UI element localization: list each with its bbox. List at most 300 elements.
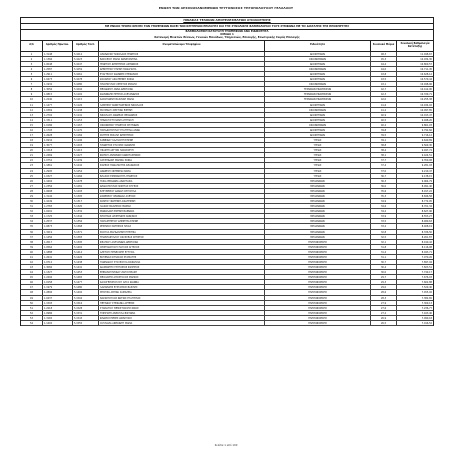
cell-name: ΜΑΝΩΛΑΚΗ ΕΙΡΗΝΗ ΒΑΡΒΑΡΑ	[99, 209, 265, 213]
cell-score: 8.261,87	[421, 235, 432, 239]
cell-specialty: ΥΓΕΙΑΣ	[265, 169, 371, 173]
cell-id: 5.1153	[73, 118, 99, 122]
cell-name: ΛΑΖΑΡΙΔΗΣ ΕΥΣΤΑΘΙΟΣ ΒΑΣΙΛΗΣ	[99, 285, 265, 289]
cell-id: 5.1126	[73, 103, 99, 107]
cell-score: 7.676,03	[421, 276, 432, 280]
cell-specialty: ΥΓΕΙΑΣ	[265, 153, 371, 157]
cell-name: ΜΑΥΡΙΔΟΥ ΧΡΙΣΤΙΝΑ ΕΙΡΗΝΗ	[99, 108, 265, 112]
cell-aa: 25	[21, 174, 43, 178]
cell-score: 7.602,88	[421, 281, 432, 285]
cell-aa: 48	[21, 290, 43, 294]
cell-aa: 20	[21, 148, 43, 152]
cell-protocol: 1.0186	[43, 123, 73, 127]
cell-points: 48,3	[371, 52, 397, 56]
cell-specialty: ΟΙΚΟΝΟΜΙΚΩΝ	[265, 108, 371, 112]
cell-specialty: ΠΛΗΡΟΦΟΡΙΚΗΣ	[265, 306, 371, 310]
cell-points: 43,1	[371, 82, 397, 86]
cell-specialty: ΜΗΧΑΝΙΚΩΝ	[265, 219, 371, 223]
cell-aa: 43	[21, 265, 43, 269]
cell-name: ΔΡΑΚΟΠΟΥΛΟΣ ΝΙΚΗΤΑΣ ΣΠΥΡΟΣ	[99, 184, 265, 188]
cell-points: 26,5	[371, 321, 397, 325]
cell-score: 8.627,96	[421, 210, 432, 214]
cell-aa: 42	[21, 260, 43, 264]
cell-specialty: ΜΗΧΑΝΙΚΩΝ	[265, 189, 371, 193]
cell-specialty: ΜΗΧΑΝΙΚΩΝ	[265, 179, 371, 183]
cell-aa: 54	[21, 321, 43, 325]
cell-protocol: 1.1593	[43, 301, 73, 305]
cell-name: ΞΕΝΑΚΗ ΣΤΥΛΙΑΝΗ ΑΓΓΕΛΙΚΗ	[99, 118, 265, 122]
page-footer: Σελίδα 1 από 100	[214, 444, 238, 447]
cell-specialty: ΜΗΧΑΝΙΚΩΝ	[265, 209, 371, 213]
cell-id: 5.1504	[73, 296, 99, 300]
cell-aa: 2	[21, 57, 43, 61]
cell-points: 27,6	[371, 306, 397, 310]
cell-id: 5.1344	[73, 214, 99, 218]
cell-score: 9.948,20	[421, 118, 432, 122]
cell-protocol: 1.2017	[43, 240, 73, 244]
cell-name: ΘΕΟΔΩΡΟΥ ΑΝΝΑ ΔΕΣΠΟΙΝΑ	[99, 87, 265, 91]
cell-specialty: ΥΓΕΙΑΣ	[265, 163, 371, 167]
cell-name: ΝΙΚΟΛΑΟΥ ΑΝΔΡΕΑΣ ΘΕΟΔΩΡΟΣ	[99, 113, 265, 117]
cell-id: 5.1465	[73, 275, 99, 279]
cell-points: 40,5	[371, 118, 397, 122]
cell-name: ΣΚΟΥΛΑ ΜΑΓΔΑΛΗΝΗ ΕΥΘΥΜΙΑ	[99, 230, 265, 234]
cell-aa: 49	[21, 296, 43, 300]
cell-points: 43,5	[371, 77, 397, 81]
cell-score: 10.570,44	[420, 78, 432, 82]
cell-protocol: 1.2240	[43, 97, 73, 101]
cell-points: 28,3	[371, 296, 397, 300]
cell-name: ΕΥΑΓΓΕΛΟΥ ΙΩΑΝΝΗΣ ΣΤΕΦΑΝΟΣ	[99, 72, 265, 76]
cell-points: 36,0	[371, 184, 397, 188]
cell-score: 10.412,90	[420, 88, 432, 92]
cell-points: 35,6	[371, 189, 397, 193]
cell-protocol: 1.0369	[43, 108, 73, 112]
cell-aa: 17	[21, 133, 43, 137]
cell-aa: 24	[21, 169, 43, 173]
cell-protocol: 1.2494	[43, 275, 73, 279]
cell-name: ΥΦΑΝΤΗ ΑΡΓΥΡΩ ΠΑΡΑΣΚΕΥΗ	[99, 148, 265, 152]
cell-aa: 28	[21, 189, 43, 193]
cell-protocol: 1.0564	[43, 245, 73, 249]
cell-id: 5.1278	[73, 179, 99, 183]
cell-points: 29,7	[371, 275, 397, 279]
cell-specialty: ΤΕΧΝΙΚΩΝ ΕΦΑΡΜΟΓΩΝ	[265, 87, 371, 91]
table-group-info	[21, 30, 433, 41]
cell-points: 28,6	[371, 290, 397, 294]
cell-points: 43,8	[371, 72, 397, 76]
cell-aa: 33	[21, 214, 43, 218]
cell-id: 5.1184	[73, 133, 99, 137]
cell-name: ΓΙΑΝΝΑΚΟΥ ΣΤΑΥΡΟΥΛΑ ΡΑΦΑΗΛΙΑ	[99, 260, 265, 264]
group-label: ΟΜΑΔΑ 1	[220, 32, 234, 36]
cell-id: 5.1293	[73, 189, 99, 193]
cell-specialty: ΠΛΗΡΟΦΟΡΙΚΗΣ	[265, 240, 371, 244]
cell-id: 5.1441	[73, 265, 99, 269]
cell-name: ΚΑΛΟΓΕΡΟΠΟΥΛΟΥ ΟΛΓΑ ΙΩΑΝΝΑ	[99, 280, 265, 284]
cell-score: 9.350,08	[421, 159, 432, 163]
cell-protocol: 1.1327	[43, 270, 73, 274]
cell-points: 37,4	[371, 163, 397, 167]
cell-name: ΦΡΑΓΚΟΥ ΑΛΕΞΑΝΔΡΑ ΔΕΣΠΟΙΝΑ	[99, 240, 265, 244]
cell-protocol: 1.1888	[43, 250, 73, 254]
cell-name: ΛΙΑΚΟΣ ΒΑΣΙΛΕΙΟΣ ΘΩΜΑΣ	[99, 204, 265, 208]
cell-name: ΡΑΠΤΗΣ ΜΙΧΑΗΛ ΔΗΜΗΤΡΙΟΣ	[99, 133, 265, 137]
cell-id: 5.1094	[73, 87, 99, 91]
cell-protocol: 1.2628	[43, 133, 73, 137]
cell-protocol: 1.1932	[43, 82, 73, 86]
cell-protocol: 1.2806	[43, 290, 73, 294]
cell-specialty: ΠΛΗΡΟΦΟΡΙΚΗΣ	[265, 270, 371, 274]
cell-name: ΝΑΣΙΟΠΟΥΛΟΣ ΦΩΤΙΟΣ ΕΥΑΓΓΕΛΟΣ	[99, 296, 265, 300]
cell-points: 36,7	[371, 174, 397, 178]
cell-name: ΠΑΠΑΣΤΕΡΓΙΟΥ ΔΗΜΗΤΡΑ ΕΛΕΝΗ	[99, 219, 265, 223]
cell-protocol: 1.2537	[43, 219, 73, 223]
cell-name: ΟΙΚΟΝΟΜΟΥ ΓΕΩΡΓΙΟΣ ΣΠΥΡΙΔΩΝ	[99, 123, 265, 127]
cell-aa: 7	[21, 82, 43, 86]
cell-name: ΘΕΟΧΑΡΗΣ ΑΠΟΣΤΟΛΟΣ ΜΑΡΚΟΣ	[99, 275, 265, 279]
cell-points: 39,5	[371, 133, 397, 137]
cell-specialty: ΔΙΟΙΚΗΤΙΚΩΝ	[265, 72, 371, 76]
cell-protocol: 1.0934	[43, 138, 73, 142]
cell-points: 41,2	[371, 108, 397, 112]
cell-name: ΛΑΜΠΡΟΥ ΚΩΝΣΤΑΝΤΙΝΟΣ ΝΙΚΟΛΑΟΣ	[99, 103, 265, 107]
cell-score: 8.336,50	[421, 230, 432, 234]
cell-score: 9.792,66	[421, 128, 432, 132]
cell-id: 5.1414	[73, 250, 99, 254]
cell-aa: 29	[21, 194, 43, 198]
cell-score: 9.861,03	[421, 123, 432, 127]
cell-specialty: ΜΗΧΑΝΙΚΩΝ	[265, 214, 371, 218]
cell-specialty: ΥΓΕΙΑΣ	[265, 174, 371, 178]
cell-id: 5.1242	[73, 163, 99, 167]
cell-points: 30,7	[371, 260, 397, 264]
cell-points: 42,0	[371, 97, 397, 101]
cell-score: 9.281,93	[421, 164, 432, 168]
cell-score: 9.424,51	[421, 154, 432, 158]
cell-specialty: ΠΛΗΡΟΦΟΡΙΚΗΣ	[265, 285, 371, 289]
cell-points: 29,3	[371, 280, 397, 284]
cell-aa: 35	[21, 224, 43, 228]
cell-score: 10.339,71	[420, 93, 432, 97]
cell-protocol: 1.0873	[43, 224, 73, 228]
cell-score: 8.043,71	[421, 250, 432, 254]
cell-protocol: 1.1402	[43, 321, 73, 325]
cell-protocol: 1.2356	[43, 184, 73, 188]
cell-id: 5.1281	[73, 184, 99, 188]
cell-aa: 12	[21, 108, 43, 112]
cell-id: 5.1061	[73, 72, 99, 76]
cell-id: 5.1078	[73, 77, 99, 81]
cell-name: ΚΟΝΤΟΥ ΦΩΤΕΙΝΗ ΑΙΚΑΤΕΡΙΝΗ	[99, 199, 265, 203]
cell-protocol: 1.1477	[43, 103, 73, 107]
cell-id: 5.1395	[73, 240, 99, 244]
cell-score: 10.711,45	[420, 68, 432, 71]
cell-name: ΦΩΤΙΟΥ ΑΝΤΩΝΙΟΣ ΚΩΝΣΤΑΝΤΙΝΟΣ	[99, 153, 265, 157]
cell-name: ΒΛΑΧΟΣ ΕΜΜΑΝΟΥΗΛ ΓΕΩΡΓΙΟΣ	[99, 174, 265, 178]
cell-id: 5.1266	[73, 174, 99, 178]
cell-specialty: ΜΗΧΑΝΙΚΩΝ	[265, 230, 371, 234]
cell-points: 42,7	[371, 87, 397, 91]
cell-specialty: ΠΛΗΡΟΦΟΡΙΚΗΣ	[265, 301, 371, 305]
cell-id: 5.1320	[73, 204, 99, 208]
cell-aa: 40	[21, 250, 43, 254]
cell-protocol: 1.0158	[43, 280, 73, 284]
cell-specialty: ΠΛΗΡΟΦΟΡΙΚΗΣ	[265, 316, 371, 320]
cell-points: 35,3	[371, 194, 397, 198]
column-header-protocol: Αριθμός Πρωτοκ.	[43, 41, 73, 51]
cell-score: 8.772,05	[421, 200, 432, 204]
table-title: ΠΙΝΑΚΑΣ ΤΕΛΙΚΩΝ ΑΠΟΤΕΛΕΣΜΑΤΩΝ ΑΞΙΟΛΟΓΗΣΗΣ	[21, 18, 433, 24]
cell-score: 7.823,51	[421, 266, 432, 270]
cell-specialty: ΜΗΧΑΝΙΚΩΝ	[265, 235, 371, 239]
cell-name: ΓΚΙΚΑ ΘΕΟΔΩΡΑ ΑΝΑΣΤΑΣΙΑ	[99, 179, 265, 183]
cell-score: 7.016,52	[421, 321, 432, 325]
cell-protocol: 1.1725	[43, 214, 73, 218]
cell-protocol: 1.1861	[43, 163, 73, 167]
cell-name: ΒΑΣΙΛΕΙΟΥ ΜΑΡΙΑ ΚΩΝΣΤΑΝΤΙΝΑ	[99, 57, 265, 61]
cell-protocol: 1.1366	[43, 57, 73, 61]
cell-specialty: ΟΙΚΟΝΟΜΙΚΩΝ	[265, 82, 371, 86]
cell-points: 41,6	[371, 103, 397, 107]
cell-id: 5.1453	[73, 270, 99, 274]
cell-protocol: 1.0986	[43, 311, 73, 315]
cell-points: 32,1	[371, 240, 397, 244]
column-header-points: Συνολικά Μόρια	[371, 41, 397, 51]
cell-id: 5.1023	[73, 57, 99, 61]
cell-aa: 1	[21, 52, 43, 56]
cell-aa: 9	[21, 92, 43, 96]
cell-protocol: 1.2218	[43, 306, 73, 310]
cell-name: ΔΙΑΜΑΝΤΗΣ ΓΡΗΓΟΡΙΟΣ ΦΙΛΙΠΠΟΣ	[99, 265, 265, 269]
cell-id: 5.1254	[73, 169, 99, 173]
cell-id: 5.1477	[73, 280, 99, 284]
cell-id: 5.1492	[73, 290, 99, 294]
cell-id: 5.1203	[73, 143, 99, 147]
cell-specialty: ΔΙΟΙΚΗΤΙΚΩΝ	[265, 128, 371, 132]
ranking-caption: ΒΑΘΜΟΛΟΓΙΚΗ ΚΑΤΑΤΑΞΗ ΥΠΟΨΗΦΙΩΝ ΑΝΑ ΕΙΔΙΚΟΤΗΤΑ	[185, 29, 269, 33]
cell-aa: 5	[21, 72, 43, 76]
cell-score: 9.497,74	[421, 149, 432, 153]
cell-points: 31,4	[371, 250, 397, 254]
cell-aa: 15	[21, 123, 43, 127]
cell-id: 5.1227	[73, 153, 99, 157]
cell-id: 5.1368	[73, 224, 99, 228]
cell-specialty: ΟΙΚΟΝΟΜΙΚΩΝ	[265, 67, 371, 71]
cell-name: ΧΟΥΛΙΑΡΑ ΑΦΡΟΔΙΤΗ ΜΑΡΙΑ	[99, 321, 265, 325]
table-body	[21, 52, 433, 326]
cell-points: 33,9	[371, 214, 397, 218]
cell-name: ΣΑΒΒΙΔΟΥ ΚΑΛΛΙΟΠΗ ΕΛΕΝΗ	[99, 138, 265, 142]
cell-specialty: ΠΛΗΡΟΦΟΡΙΚΗΣ	[265, 245, 371, 249]
cell-id: 5.1012	[73, 52, 99, 56]
cell-protocol: 1.1979	[43, 285, 73, 289]
cell-name: ΑΛΕΞΙΟΥ ΠΗΝΕΛΟΠΗ ΕΥΤΥΧΙΑ	[99, 250, 265, 254]
cell-score: 8.116,08	[421, 245, 432, 249]
cell-specialty: ΠΛΗΡΟΦΟΡΙΚΗΣ	[265, 311, 371, 315]
cell-aa: 36	[21, 230, 43, 234]
cell-specialty: ΠΛΗΡΟΦΟΡΙΚΗΣ	[265, 296, 371, 300]
cell-aa: 11	[21, 103, 43, 107]
cell-id: 5.1555	[73, 321, 99, 325]
cell-id: 5.1239	[73, 158, 99, 162]
cell-score: 8.917,22	[421, 189, 432, 193]
cell-id: 5.1531	[73, 311, 99, 315]
cell-score: 8.553,27	[421, 215, 432, 219]
cell-id: 5.1480	[73, 285, 99, 289]
cell-score: 9.569,30	[421, 144, 432, 148]
cell-protocol: 1.3142	[43, 194, 73, 198]
cell-protocol: 1.1049	[43, 199, 73, 203]
cell-aa: 26	[21, 179, 43, 183]
cell-points: 38,4	[371, 148, 397, 152]
cell-specialty: ΔΙΟΙΚΗΤΙΚΩΝ	[265, 62, 371, 66]
cell-score: 10.934,30	[420, 57, 432, 61]
cell-id: 5.1317	[73, 199, 99, 203]
cell-score: 7.236,77	[421, 306, 432, 310]
cell-points: 44,4	[371, 62, 397, 66]
cell-protocol: 1.0712	[43, 260, 73, 264]
cell-points: 40,2	[371, 123, 397, 127]
cell-id: 5.1059	[73, 67, 99, 71]
cell-protocol: 1.1456	[43, 235, 73, 239]
cell-aa: 46	[21, 280, 43, 284]
cell-name: ΒΟΥΡΝΑΣ ΚΥΡΙΑΚΟΣ ΣΤΑΜΑΤΗΣ	[99, 255, 265, 259]
cell-id: 5.1402	[73, 245, 99, 249]
cell-score: 7.163,40	[421, 311, 432, 315]
cell-name: ΣΤΑΜΑΤΙΟΥ ΘΕΜΙΣΤΟΚΛΗΣ ΝΙΚΟΣ	[99, 306, 265, 310]
cell-name: ΧΑΤΖΗΔΑΚΗ ΜΑΡΙΝΑ ΣΟΦΙΑ	[99, 158, 265, 162]
group-description: Κατανομή Μεικτών Θέσεων, Γενικών Μονάδων, Υπηρεσιών, Επιλογής, Εσωτερικής Σειράς Επιλογής	[154, 36, 300, 40]
cell-points: 37,0	[371, 169, 397, 173]
cell-aa: 38	[21, 240, 43, 244]
column-header-aa: Α/Α	[21, 41, 43, 51]
cell-protocol: 1.0473	[43, 77, 73, 81]
cell-score: 7.897,94	[421, 260, 432, 264]
cell-name: ΜΠΟΥΡΑ ΑΘΗΝΑ ΧΑΡΙΚΛΕΙΑ	[99, 290, 265, 294]
cell-score: 7.090,18	[421, 316, 432, 320]
cell-aa: 22	[21, 158, 43, 162]
cell-points: 32,8	[371, 230, 397, 234]
cell-protocol: 1.3077	[43, 143, 73, 147]
cell-protocol: 1.0437	[43, 296, 73, 300]
cell-protocol: 1.0291	[43, 209, 73, 213]
cell-protocol: 1.3148	[43, 52, 73, 56]
cell-score: 8.846,58	[421, 194, 432, 198]
cell-aa: 16	[21, 128, 43, 132]
cell-aa: 51	[21, 306, 43, 310]
cell-name: ΙΩΑΝΝΙΔΗΣ ΠΕΤΡΟΣ ΑΛΕΞΑΝΔΡΟΣ	[99, 92, 265, 96]
cell-specialty: ΔΙΟΙΚΗΤΙΚΩΝ	[265, 103, 371, 107]
cell-name: ΓΕΩΡΓΙΟΥ ΔΗΜΗΤΡΙΟΣ ΑΝΤΩΝΙΟΣ	[99, 62, 265, 66]
cell-aa: 27	[21, 184, 43, 188]
cell-protocol: 1.0048	[43, 62, 73, 66]
cell-score: 8.190,42	[421, 240, 432, 244]
cell-aa: 21	[21, 153, 43, 157]
cell-specialty: ΜΗΧΑΝΙΚΩΝ	[265, 194, 371, 198]
cell-aa: 53	[21, 316, 43, 320]
cell-specialty: ΔΙΟΙΚΗΤΙΚΩΝ	[265, 118, 371, 122]
cell-points: 42,3	[371, 92, 397, 96]
cell-id: 5.1356	[73, 219, 99, 223]
cell-score: 9.640,89	[421, 139, 432, 143]
cell-points: 34,2	[371, 209, 397, 213]
cell-id: 5.1215	[73, 148, 99, 152]
cell-id: 5.1102	[73, 92, 99, 96]
cell-specialty: ΠΛΗΡΟΦΟΡΙΚΗΣ	[265, 275, 371, 279]
cell-points: 39,8	[371, 128, 397, 132]
cell-points: 34,9	[371, 199, 397, 203]
cell-id: 5.1371	[73, 230, 99, 234]
cell-aa: 10	[21, 97, 43, 101]
table-subtitle: ΜΕ ΕΝΙΑΙΟ ΤΡΟΠΟ ΚΡΙΣΗΣ ΤΩΝ ΥΠΟΨΗΦΙΩΝ ΒΑΣΕΙ ΤΩΝ ΚΡΙΤΗΡΙΩΝ ΕΠΙΛΟΓΗΣ ΚΑΙ ΤΗΣ ΣΥΝΟΛΙΚΗΣ ΒΑΘΜΟΛΟΓΙΑΣ ΤΟΥΣ ΣΥΜΦΩΝΑ ΜΕ ΤΙΣ ΔΙΑΤΑΞΕΙΣ ΤΗΣ ΠΡΟΚΗΡΥΞΗΣ	[21, 24, 433, 30]
cell-specialty: ΔΙΟΙΚΗΤΙΚΩΝ	[265, 52, 371, 56]
cell-protocol: 1.3165	[43, 316, 73, 320]
cell-id: 5.1438	[73, 260, 99, 264]
cell-specialty: ΜΗΧΑΝΙΚΩΝ	[265, 199, 371, 203]
cell-name: ΖΑΦΕΙΡΙΟΥ ΛΕΩΝΙΔΑΣ ΑΛΕΞΙΟΣ	[99, 194, 265, 198]
cell-aa: 41	[21, 255, 43, 259]
cell-aa: 31	[21, 204, 43, 208]
cell-name: ΤΡΙΑΝΤΑΦΥΛΛΟΥ ΟΔΥΣΣΕΑΣ ΧΡΗΣΤΟΣ	[99, 235, 265, 239]
cell-protocol: 1.1793	[43, 128, 73, 132]
cell-protocol: 1.0752	[43, 158, 73, 162]
cell-name: ΔΗΜΗΤΡΙΟΥ ΕΛΕΝΗ ΠΑΝΑΓΙΩΤΑ	[99, 67, 265, 71]
cell-points: 33,5	[371, 219, 397, 223]
cell-specialty: ΜΗΧΑΝΙΚΩΝ	[265, 184, 371, 188]
cell-specialty: ΠΛΗΡΟΦΟΡΙΚΗΣ	[265, 255, 371, 259]
cell-name: ΠΑΠΑΔΟΠΟΥΛΟΥ ΕΥΑΓΓΕΛΙΑ ΑΝΝΑ	[99, 128, 265, 132]
cell-points: 45,3	[371, 57, 397, 61]
cell-aa: 50	[21, 301, 43, 305]
cell-specialty: ΤΕΧΝΙΚΩΝ ΕΦΑΡΜΟΓΩΝ	[265, 92, 371, 96]
cell-aa: 39	[21, 245, 43, 249]
cell-score: 10.184,02	[420, 103, 432, 107]
cell-points: 29,0	[371, 285, 397, 289]
cell-points: 33,2	[371, 224, 397, 228]
cell-aa: 23	[21, 163, 43, 167]
cell-specialty: ΠΛΗΡΟΦΟΡΙΚΗΣ	[265, 280, 371, 284]
cell-protocol: 1.2783	[43, 204, 73, 208]
cell-specialty: ΤΕΧΝΙΚΩΝ ΕΦΑΡΜΟΓΩΝ	[265, 97, 371, 101]
cell-points: 36,3	[371, 179, 397, 183]
cell-protocol: 1.2587	[43, 67, 73, 71]
cell-id: 5.1543	[73, 316, 99, 320]
cell-id: 5.1516	[73, 301, 99, 305]
cell-score: 7.970,26	[421, 255, 432, 259]
cell-id: 5.1170	[73, 128, 99, 132]
cell-specialty: ΠΛΗΡΟΦΟΡΙΚΗΣ	[265, 250, 371, 254]
cell-name: ΝΤΟΥΜΑΣ ΑΡΙΣΤΕΙΔΗΣ ΚΩΝ/ΝΟΣ	[99, 214, 265, 218]
cell-score: 10.628,12	[420, 73, 432, 77]
cell-id: 5.1167	[73, 123, 99, 127]
cell-aa: 19	[21, 143, 43, 147]
cell-score: 10.013,47	[420, 113, 432, 117]
cell-points: 44,0	[371, 67, 397, 71]
cell-score: 7.382,65	[421, 296, 432, 300]
cell-specialty: ΥΓΕΙΑΣ	[265, 148, 371, 152]
cell-score: 10.498,06	[420, 83, 432, 87]
document-header: ΕΝΩΣΗ ΤΩΝ ΑΡΧΙΣΩΣΙΑΝΟΜΕΝΩΝ ΤΡΥΓΟΝΟΣΟΣ ΤΗΓΟΠΟΛΟΥΛΟΥ ΓΕΛΑΛΛΟΥ	[158, 6, 294, 10]
cell-score: 7.749,17	[421, 271, 432, 275]
cell-protocol: 1.0327	[43, 174, 73, 178]
cell-aa: 32	[21, 209, 43, 213]
cell-name: ΤΖΑΝΕΤΟΣ ΣΤΑΥΡΟΣ ΙΩΑΝΝΗΣ	[99, 143, 265, 147]
cell-protocol: 1.0608	[43, 189, 73, 193]
cell-aa: 34	[21, 219, 43, 223]
table-row	[21, 321, 433, 326]
cell-protocol: 1.3084	[43, 265, 73, 269]
